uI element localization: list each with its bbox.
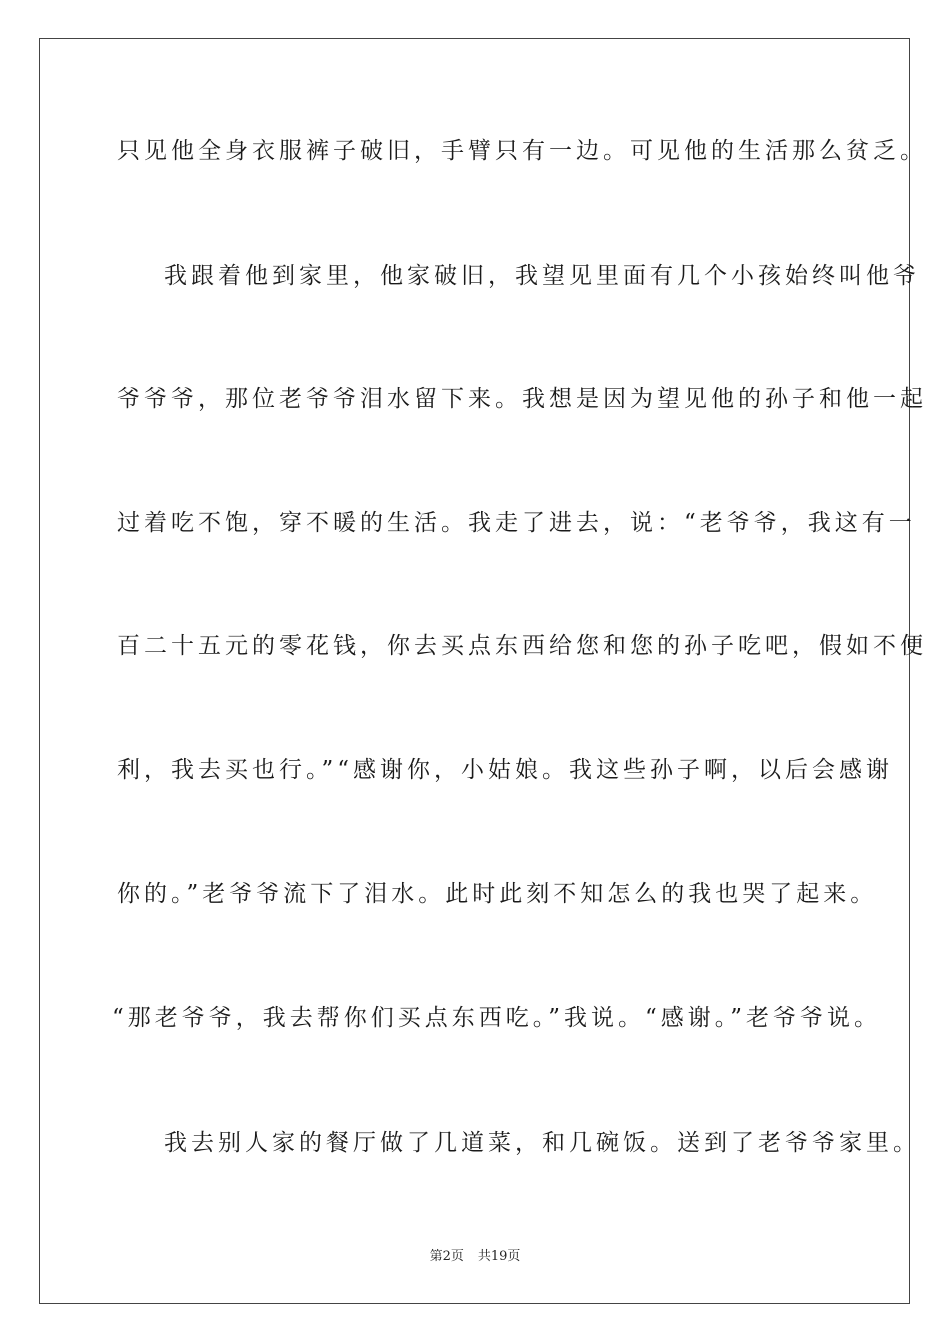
- page-border: [39, 38, 927, 1304]
- body-text-line: 利，我去买也行。”“感谢你，小姑娘。我这些孙子啊，以后会感谢: [117, 757, 894, 783]
- body-text-line: 过着吃不饱，穿不暖的生活。我走了进去，说：“老爷爷，我这有一: [117, 510, 916, 536]
- body-text-line: 只见他全身衣服裤子破旧，手臂只有一边。可见他的生活那么贫乏。: [117, 138, 927, 164]
- current-page-label: 第2页: [429, 1249, 464, 1264]
- page-number-footer: [0, 1248, 950, 1266]
- body-text-line: “那老爷爷，我去帮你们买点东西吃。”我说。“感谢。”老爷爷说。: [112, 1005, 882, 1031]
- total-pages-label: 共19页: [477, 1249, 521, 1264]
- body-text-line: 爷爷爷，那位老爷爷泪水留下来。我想是因为望见他的孙子和他一起: [117, 386, 927, 412]
- body-text-line: 百二十五元的零花钱，你去买点东西给您和您的孙子吃吧，假如不便: [117, 633, 927, 659]
- body-text-line: 我跟着他到家里，他家破旧，我望见里面有几个小孩始终叫他爷: [164, 263, 920, 289]
- body-text-line: 你的。”老爷爷流下了泪水。此时此刻不知怎么的我也哭了起来。: [117, 881, 878, 907]
- body-text-line: 我去别人家的餐厅做了几道菜，和几碗饭。送到了老爷爷家里。: [164, 1130, 920, 1156]
